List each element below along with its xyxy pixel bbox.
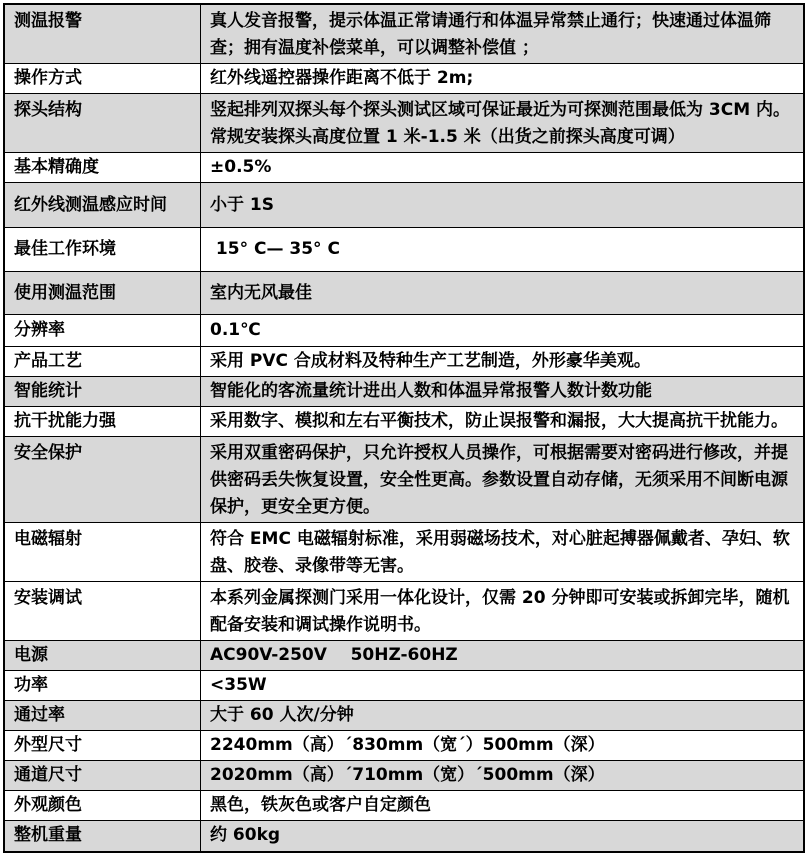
spec-label-cell: 通过率 [4, 701, 201, 731]
spec-value-cell: 2020mm（高）´710mm（宽）´500mm（深） [201, 761, 805, 791]
table-row [4, 641, 804, 671]
spec-label-cell: 电源 [4, 641, 201, 671]
spec-label-cell: 智能统计 [4, 377, 201, 407]
spec-value-cell: AC90V-250V 50HZ-60HZ [201, 641, 805, 671]
spec-value-cell: 黑色，铁灰色或客户自定颜色 [201, 791, 805, 821]
spec-label-cell: 抗干扰能力强 [4, 407, 201, 437]
spec-label-cell: 基本精确度 [4, 153, 201, 183]
spec-label-cell: 安装调试 [4, 582, 201, 641]
table-row [4, 731, 804, 761]
spec-value-cell: 采用数字、模拟和左右平衡技术，防止误报警和漏报，大大提高抗干扰能力。 [201, 407, 805, 437]
spec-value-cell: 0.1℃ [201, 315, 805, 347]
spec-label-cell: 通道尺寸 [4, 761, 201, 791]
table-row [4, 791, 804, 821]
table-row [4, 582, 804, 641]
table-row [4, 272, 804, 315]
spec-value-cell: ±0.5% [201, 153, 805, 183]
spec-value-cell: 竖起排列双探头每个探头测试区域可保证最近为可探测范围最低为 3CM 内。常规安装探头高度位置 1 米-1.5 米（出货之前探头高度可调） [201, 94, 805, 153]
spec-value-cell: 室内无风最佳 [201, 272, 805, 315]
table-row [4, 377, 804, 407]
spec-value-cell: 2240mm（高）´830mm（宽´）500mm（深） [201, 731, 805, 761]
spec-table-body [4, 4, 804, 852]
table-row [4, 315, 804, 347]
spec-label-cell: 电磁辐射 [4, 523, 201, 582]
spec-label-cell: 操作方式 [4, 64, 201, 94]
spec-label-cell: 产品工艺 [4, 347, 201, 377]
table-row [4, 183, 804, 228]
spec-value-cell: 符合 EMC 电磁辐射标准，采用弱磁场技术，对心脏起搏器佩戴者、孕妇、软盘、胶卷、录像带等无害。 [201, 523, 805, 582]
spec-value-cell: 真人发音报警，提示体温正常请通行和体温异常禁止通行；快速通过体温筛查；拥有温度补偿菜单，可以调整补偿值 ； [201, 4, 805, 64]
spec-label-cell: 安全保护 [4, 437, 201, 523]
spec-value-cell: <35W [201, 671, 805, 701]
spec-value-cell: 小于 1S [201, 183, 805, 228]
spec-value-cell: 本系列金属探测门采用一体化设计，仅需 20 分钟即可安装或拆卸完毕，随机配备安装和调试操作说明书。 [201, 582, 805, 641]
spec-table [3, 3, 805, 853]
table-row [4, 347, 804, 377]
table-row [4, 671, 804, 701]
table-row [4, 407, 804, 437]
spec-label-cell: 测温报警 [4, 4, 201, 64]
table-row [4, 761, 804, 791]
spec-value-cell: 采用双重密码保护，只允许授权人员操作，可根据需要对密码进行修改，并提供密码丢失恢复设置，安全性更高。参数设置自动存储，无须采用不间断电源保护，更安全更方便。 [201, 437, 805, 523]
spec-label-cell: 使用测温范围 [4, 272, 201, 315]
table-row [4, 4, 804, 64]
spec-label-cell: 外观颜色 [4, 791, 201, 821]
spec-value-cell: 大于 60 人次/分钟 [201, 701, 805, 731]
spec-value-cell: 红外线遥控器操作距离不低于 2m; [201, 64, 805, 94]
spec-value-cell: 采用 PVC 合成材料及特种生产工艺制造，外形豪华美观。 [201, 347, 805, 377]
spec-value-cell: 15° C— 35° C [201, 228, 805, 272]
table-row [4, 701, 804, 731]
spec-label-cell: 红外线测温感应时间 [4, 183, 201, 228]
spec-value-cell: 约 60kg [201, 821, 805, 852]
table-row [4, 821, 804, 852]
spec-label-cell: 最佳工作环境 [4, 228, 201, 272]
table-row [4, 64, 804, 94]
spec-label-cell: 整机重量 [4, 821, 201, 852]
spec-label-cell: 探头结构 [4, 94, 201, 153]
spec-label-cell: 外型尺寸 [4, 731, 201, 761]
spec-value-cell: 智能化的客流量统计进出人数和体温异常报警人数计数功能 [201, 377, 805, 407]
table-row [4, 228, 804, 272]
table-row [4, 153, 804, 183]
spec-label-cell: 分辨率 [4, 315, 201, 347]
table-row [4, 94, 804, 153]
spec-label-cell: 功率 [4, 671, 201, 701]
table-row [4, 523, 804, 582]
table-row [4, 437, 804, 523]
